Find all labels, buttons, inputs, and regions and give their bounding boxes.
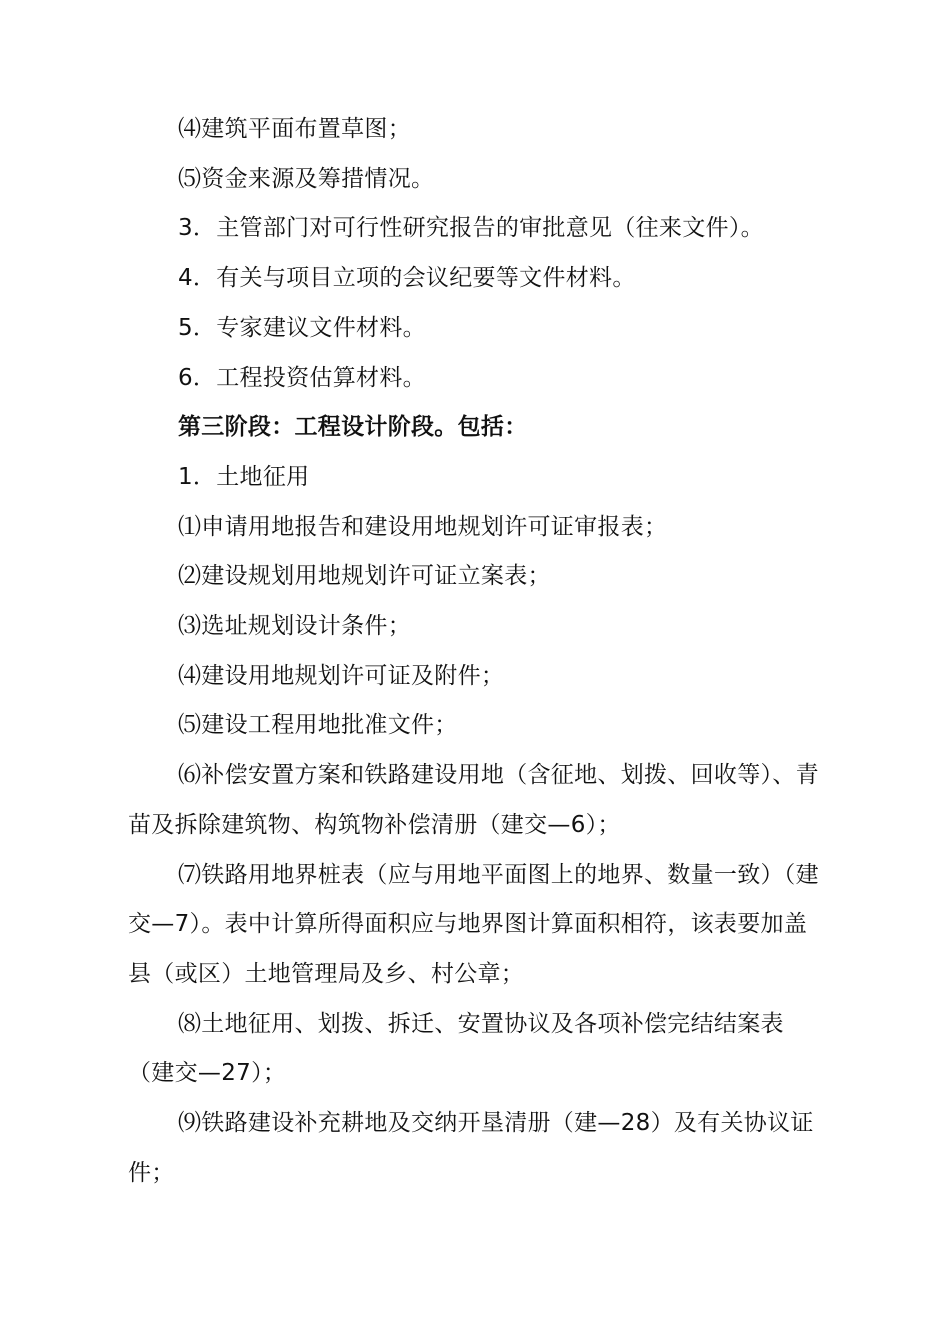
paragraph: ⑸建设工程用地批准文件； <box>178 712 458 739</box>
paragraph: ⑻土地征用、划拨、拆迁、安置协议及各项补偿完结结案表（建交—27）； <box>128 1010 784 1087</box>
paragraph: ⑶选址规划设计条件； <box>178 613 411 640</box>
document-page <box>128 105 828 1198</box>
paragraph: ⑺铁路用地界桩表（应与用地平面图上的地界、数量一致）（建交—7）。表中计算所得面积应与地界图计算面积相符，该表要加盖县（或区）土地管理局及乡、村公章； <box>128 861 819 987</box>
paragraph: ⑸资金来源及筹措情况。 <box>178 165 435 192</box>
paragraph: 6．工程投资估算材料。 <box>178 364 426 391</box>
paragraph: 1．土地征用 <box>178 463 310 490</box>
paragraph: 5．专家建议文件材料。 <box>178 314 426 341</box>
paragraph: ⑷建设用地规划许可证及附件； <box>178 662 505 689</box>
paragraph: ⑴申请用地报告和建设用地规划许可证审报表； <box>178 513 668 540</box>
paragraph: 3．主管部门对可行性研究报告的审批意见（往来文件）。 <box>178 215 764 242</box>
section-heading: 第三阶段：工程设计阶段。包括： <box>178 414 528 441</box>
paragraph: ⑷建筑平面布置草图； <box>178 116 411 142</box>
paragraph: ⑵建设规划用地规划许可证立案表； <box>178 563 551 590</box>
paragraph: ⑼铁路建设补充耕地及交纳开垦清册（建—28）及有关协议证件； <box>128 1110 814 1186</box>
paragraph: ⑹补偿安置方案和铁路建设用地（含征地、划拨、回收等）、青苗及拆除建筑物、构筑物补偿清册（建交—6）； <box>128 762 819 838</box>
paragraph: 4．有关与项目立项的会议纪要等文件材料。 <box>178 265 636 292</box>
